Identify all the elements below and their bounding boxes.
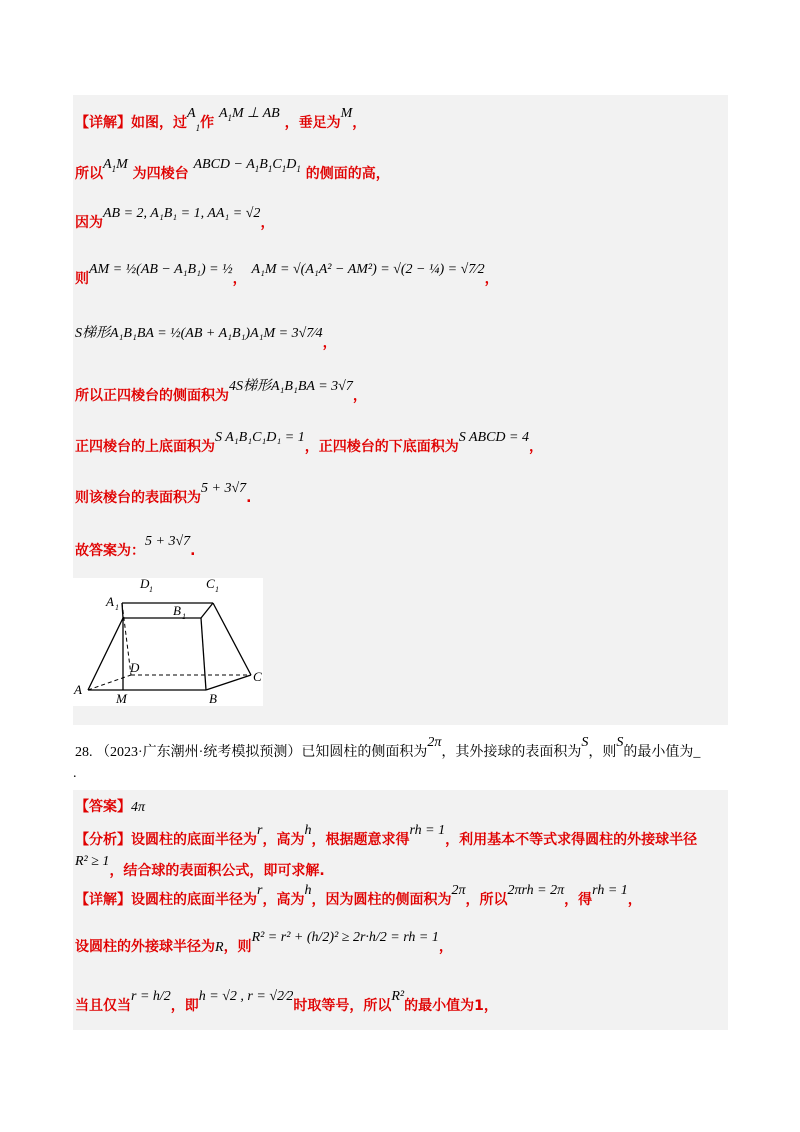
label-d: D (130, 660, 140, 675)
text: 所以 (75, 166, 103, 182)
math-given: AB = 2, A₁B₁ = 1, AA₁ = √2 (103, 206, 261, 221)
solution-line-3 (75, 206, 275, 232)
problem-text: ，则 (588, 745, 617, 760)
math-am: AM = ½(AB − A₁B₁) = ½ (89, 262, 233, 277)
answer-label: 【答案】 (75, 799, 131, 815)
text: ， (528, 439, 543, 455)
math-sub: 1 (267, 163, 273, 174)
problem-number: 28. (75, 745, 93, 760)
math-r2: R² ≥ 1 (75, 854, 110, 869)
text: 故答案为： (75, 543, 145, 559)
math-sub: 1 (281, 163, 287, 174)
text: ， (232, 271, 247, 287)
math-trapezoid-area: S梯形A₁B₁BA = ½(AB + A₁B₁)A₁M = 3√7⁄4 (75, 326, 323, 341)
text: 时取等号，所以 (293, 998, 392, 1014)
text: ， (352, 115, 367, 131)
text: ，垂足为 (284, 115, 341, 131)
text: 则 (75, 271, 89, 287)
label-a: A (74, 682, 82, 697)
frustum-diagram (73, 578, 263, 706)
math: M (116, 157, 128, 172)
math-eq: 2πrh = 2π (507, 883, 565, 898)
math: B (259, 157, 268, 172)
detail-line-1 (75, 883, 642, 909)
label-d1-sub: 1 (149, 585, 153, 594)
analysis-line-2 (75, 854, 325, 880)
math-sub: 1 (111, 163, 117, 174)
label-a1: A (106, 594, 114, 609)
answer-line (75, 796, 145, 816)
math-h: h (304, 883, 312, 898)
math-a1m (103, 157, 128, 172)
label-c: C (253, 669, 262, 684)
math-r-upper: R (215, 940, 224, 955)
detail-label: 【详解】如图，过 (75, 115, 187, 131)
label-c1-sub: 1 (215, 585, 219, 594)
label-b1: B (173, 603, 181, 618)
text: 为四棱台 (132, 166, 189, 182)
text: ， (260, 215, 275, 231)
math-rh: rh = 1 (409, 823, 446, 838)
detail-line-2 (75, 930, 453, 956)
math-lateral-area: 4S梯形A₁B₁BA = 3√7 (229, 379, 353, 394)
text: 的最小值为1， (404, 998, 498, 1014)
text: ， (484, 271, 499, 287)
text: 的侧面的高， (305, 166, 390, 182)
text: ，即 (170, 998, 199, 1014)
text: ，所以 (465, 892, 508, 908)
label-b1-sub: 1 (182, 612, 186, 621)
solution-line-2 (75, 157, 390, 184)
text: 当且仅当 (75, 998, 131, 1014)
math-a: A (218, 106, 228, 121)
detail-label: 【详解】设圆柱的底面半径为 (75, 892, 257, 908)
text: ，高为 (262, 892, 305, 908)
solution-line-9 (75, 534, 196, 560)
text: 则该棱台的表面积为 (75, 490, 201, 506)
text: . (246, 490, 252, 506)
text: . (190, 543, 196, 559)
text: ， (352, 388, 367, 404)
text: 因为 (75, 215, 103, 231)
text: ， (627, 892, 642, 908)
math: A (103, 157, 112, 172)
problem-text: ，其外接球的表面积为 (441, 745, 582, 760)
math-h: h (304, 823, 312, 838)
text: 正四棱台的上底面积为 (75, 439, 215, 455)
detail-line-3 (75, 989, 498, 1015)
math-values: h = √2 , r = √2⁄2 (198, 989, 294, 1004)
problem-text: 的最小值为_ (623, 745, 701, 760)
math-perp (219, 106, 280, 121)
math-final-answer: 5 + 3√7 (145, 534, 191, 549)
text: ，利用基本不等式求得圆柱的外接球半径 (445, 832, 698, 848)
solution-line-8 (75, 481, 252, 507)
math: C (272, 157, 282, 172)
math-expr: M ⊥ AB (232, 106, 280, 121)
math-a1m-value: A₁M = √(A₁A² − AM²) = √(2 − ¼) = √7⁄2 (251, 262, 485, 277)
math-top-area: S A₁B₁C₁D₁ = 1 (215, 430, 305, 445)
solution-line-4 (75, 262, 499, 288)
text: ，结合球的表面积公式，即可求解. (109, 863, 325, 879)
label-m: M (116, 691, 127, 706)
text: ，正四棱台的下底面积为 (304, 439, 459, 455)
answer-value: 4π (131, 800, 146, 815)
text: ，高为 (262, 832, 305, 848)
text: 设圆柱的外接球半径为 (75, 939, 215, 955)
analysis-line-1 (75, 823, 698, 849)
text: ， (438, 939, 453, 955)
math-s: S (581, 735, 589, 750)
text: ， (322, 335, 337, 351)
math-2pi: 2π (427, 735, 442, 750)
solution-line-6 (75, 379, 367, 405)
problem-text: （2023·广东潮州·统考模拟预测）已知圆柱的侧面积为 (96, 745, 428, 760)
math-r2: R² (391, 989, 405, 1004)
text: ，根据题意求得 (311, 832, 410, 848)
text: 所以正四棱台的侧面积为 (75, 388, 229, 404)
label-c1: C (206, 578, 215, 591)
math-m: M (340, 106, 353, 121)
frustum-figure (73, 578, 263, 706)
text: ，得 (564, 892, 593, 908)
math-frustum (193, 157, 300, 172)
math: ABCD − A (193, 157, 255, 172)
math: D (286, 157, 297, 172)
math-inequality: R² = r² + (h/2)² ≥ 2r·h/2 = rh = 1 (251, 930, 439, 945)
text: 作 (200, 115, 215, 131)
math-condition: r = h/2 (131, 989, 171, 1004)
math-s: S (616, 735, 624, 750)
math-sub: 1 (195, 122, 201, 133)
solution-line-7 (75, 430, 543, 456)
math-2pi: 2π (451, 883, 466, 898)
solution-line-1 (75, 106, 367, 133)
text: ，则 (223, 939, 252, 955)
label-a1-sub: 1 (115, 603, 119, 612)
math-bottom-area: S ABCD = 4 (458, 430, 529, 445)
math-r: r (257, 883, 263, 898)
math-sub: 1 (254, 163, 260, 174)
math-rh: rh = 1 (592, 883, 628, 898)
label-d1: D (140, 578, 150, 591)
math-sub: 1 (296, 163, 301, 174)
math-a: A (187, 106, 196, 121)
solution-line-5 (75, 326, 337, 352)
analysis-label: 【分析】设圆柱的底面半径为 (75, 832, 257, 848)
problem-28 (75, 735, 701, 761)
label-b: B (209, 691, 217, 706)
math-surface-area: 5 + 3√7 (201, 481, 247, 496)
text: ，因为圆柱的侧面积为 (311, 892, 452, 908)
problem-28-dot: . (73, 766, 77, 781)
math-sub: 1 (227, 112, 232, 123)
math-r: r (257, 823, 263, 838)
